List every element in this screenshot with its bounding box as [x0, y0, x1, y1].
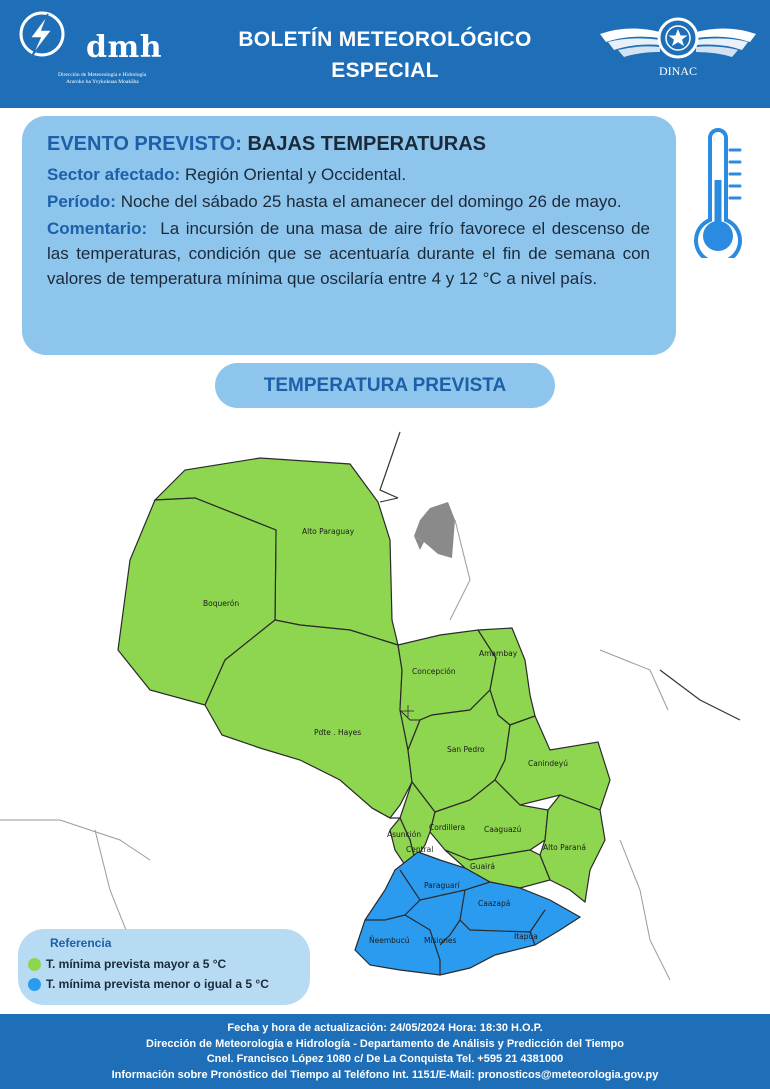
- bulletin-title-line1: BOLETÍN METEOROLÓGICO: [238, 28, 532, 51]
- label-boqueron: Boquerón: [203, 599, 240, 608]
- comment-value: La incursión de una masa de aire frío favorece el descenso de las temperaturas, condición que se acentuaría durante el fin de semana con valores de temperatura mínima que oscilaría entre 4 y 12 °C a nivel país.: [47, 219, 650, 288]
- label-cordillera: Cordillera: [429, 823, 466, 832]
- bulletin-title: [200, 24, 570, 86]
- label-neembucu: Ñeembucú: [369, 936, 410, 945]
- dmh-logo: [18, 10, 178, 85]
- dinac-logo-text: DINAC: [659, 64, 697, 78]
- period-value: Noche del sábado 25 hasta el amanecer del domingo 26 de mayo.: [120, 192, 622, 211]
- label-central: Central: [406, 845, 434, 854]
- footer-department: Dirección de Meteorología e Hidrología - Departamento de Análisis y Predicción del Tiempo: [146, 1037, 624, 1050]
- chaco-region: [118, 458, 412, 818]
- label-paraguari: Paraguarí: [424, 881, 460, 890]
- label-alto-parana: Alto Paraná: [543, 843, 586, 852]
- sector-line: [47, 162, 650, 187]
- event-title-value: BAJAS TEMPERATURAS: [247, 133, 486, 155]
- legend-label-below: T. mínima prevista menor o igual a 5 °C: [46, 977, 269, 991]
- label-asuncion: Asunción: [387, 830, 422, 839]
- footer-bar: [0, 1014, 770, 1089]
- label-concepcion: Concepción: [412, 667, 456, 676]
- dinac-logo: [598, 12, 758, 84]
- period-line: [47, 189, 650, 214]
- sector-label: Sector afectado:: [47, 165, 181, 184]
- sector-value: Región Oriental y Occidental.: [184, 165, 407, 184]
- event-title-label: EVENTO PREVISTO:: [47, 133, 242, 155]
- header-bar: [0, 0, 770, 108]
- footer-update-time: Fecha y hora de actualización: 24/05/2024 Hora: 18:30 H.O.P.: [227, 1022, 543, 1034]
- green-dot-icon: [28, 958, 41, 971]
- label-misiones: Misiones: [424, 936, 457, 945]
- dmh-logo-subtitle-guarani: Araroko ha Yvykokuaa Moakãha: [66, 79, 139, 85]
- label-pdte-hayes: Pdte . Hayes: [314, 728, 362, 737]
- comment-line: [47, 216, 650, 291]
- section-title-pill: TEMPERATURA PREVISTA: [215, 363, 555, 408]
- dmh-logo-text: dmh: [86, 30, 163, 65]
- label-amambay: Amambay: [479, 649, 518, 658]
- event-title: [47, 130, 650, 158]
- event-info-box: [22, 116, 676, 355]
- comment-label: Comentario:: [47, 219, 148, 238]
- dmh-logo-subtitle: Dirección de Meteorología e Hidrología: [58, 72, 147, 78]
- footer-address: Cnel. Francisco López 1080 c/ De La Conquista Tel. +595 21 4381000: [206, 1053, 564, 1065]
- label-canindeyu: Canindeyú: [528, 759, 568, 768]
- footer-contact: Información sobre Pronóstico del Tiempo al Teléfono Int. 1151/E-Mail: pronosticos@meteorologia.gov.py: [111, 1068, 659, 1081]
- label-caazapa: Caazapá: [478, 899, 511, 908]
- map-legend: [18, 929, 310, 1005]
- label-guaira: Guairá: [470, 862, 495, 871]
- legend-title: Referencia: [50, 936, 112, 950]
- label-san-pedro: San Pedro: [447, 745, 485, 754]
- label-caaguazu: Caaguazú: [484, 825, 522, 834]
- bulletin-title-line2: ESPECIAL: [331, 59, 439, 82]
- label-alto-paraguay: Alto Paraguay: [302, 527, 355, 536]
- period-label: Período:: [47, 192, 116, 211]
- blue-dot-icon: [28, 978, 41, 991]
- winged-seal-icon: [598, 12, 758, 72]
- paraguay-temperature-map: [0, 420, 770, 1010]
- thermometer-icon: [690, 128, 746, 258]
- legend-label-above: T. mínima prevista mayor a 5 °C: [46, 957, 227, 971]
- label-itapua: Itapúa: [514, 932, 538, 941]
